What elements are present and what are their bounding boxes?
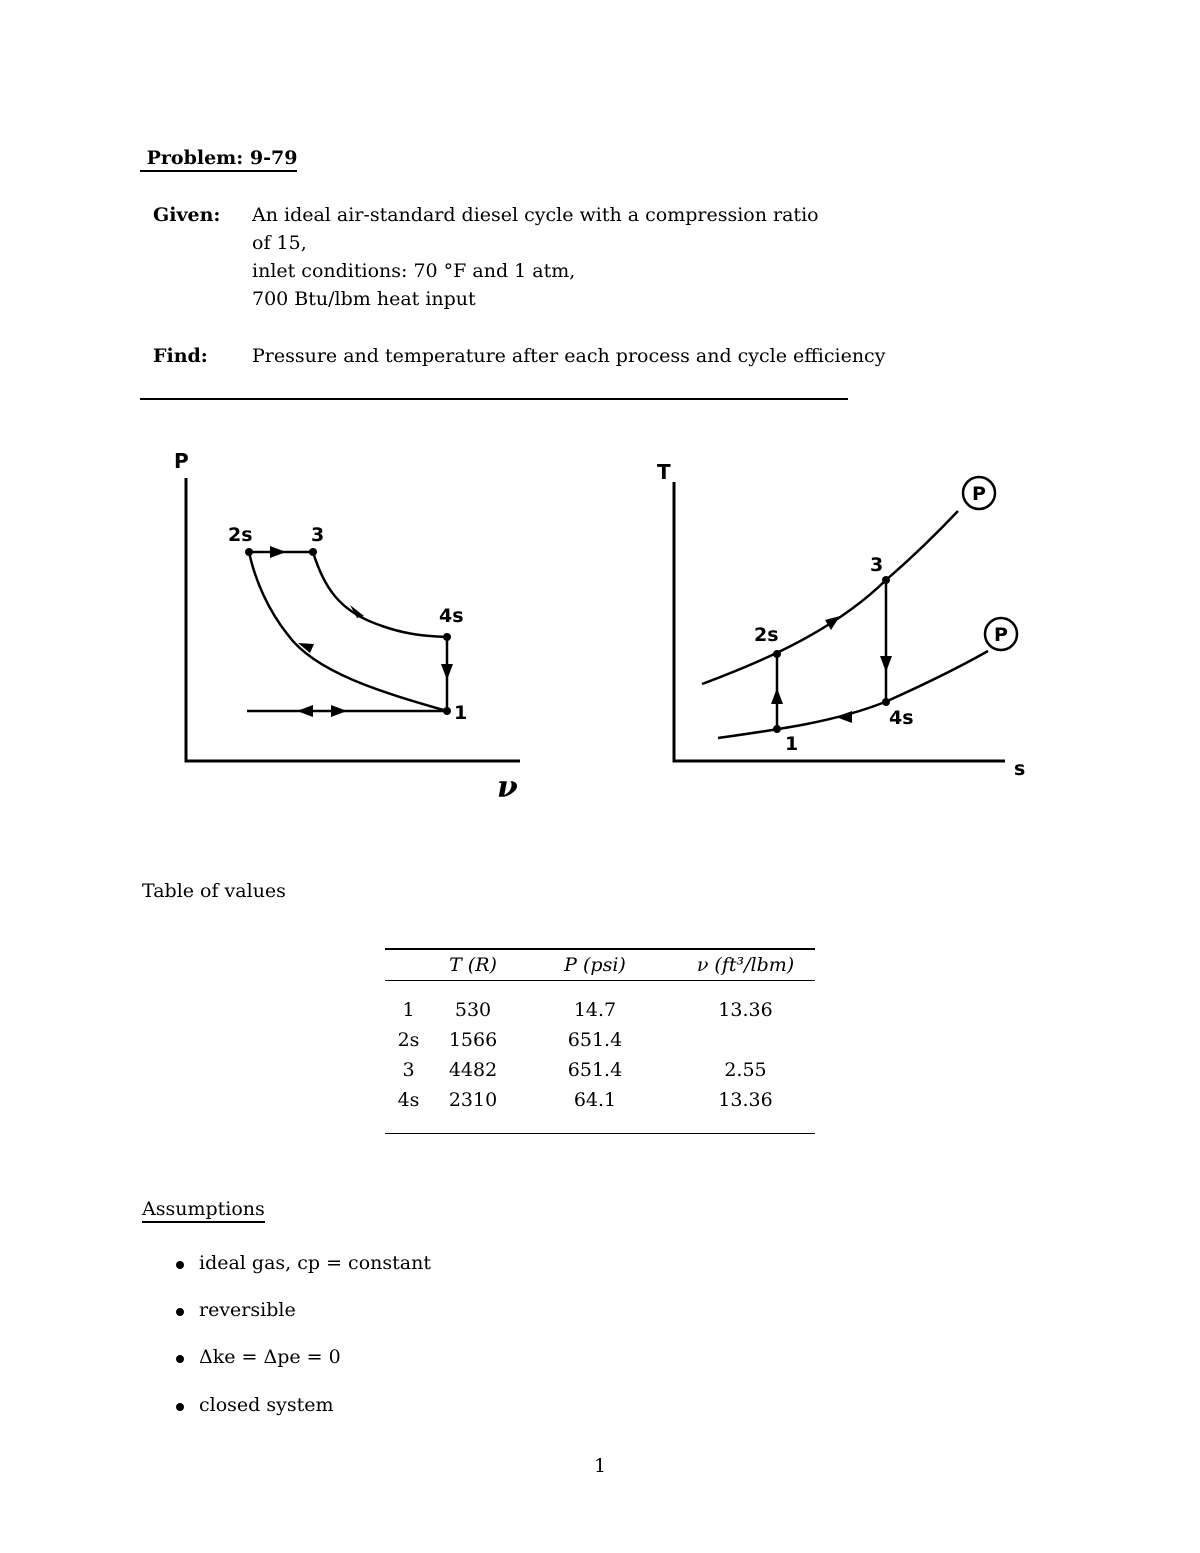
- ts-x-axis-label: s: [1014, 758, 1026, 780]
- table-cell: 14.7: [573, 999, 617, 1021]
- table-header-row: [385, 949, 815, 981]
- table-row: [385, 1085, 815, 1115]
- pv-label-3: 3: [311, 524, 325, 546]
- table-cell: 13.36: [718, 999, 773, 1021]
- table-cell: 2.55: [724, 1059, 767, 1081]
- ts-point-4s: [882, 698, 890, 706]
- assumption-item: ideal gas, cp = constant: [199, 1252, 431, 1274]
- problem-title: Problem: 9-79: [140, 147, 297, 172]
- values-table: [385, 948, 815, 1134]
- given-line-4: 700 Btu/lbm heat input: [252, 288, 476, 310]
- page-number: 1: [594, 1455, 607, 1477]
- find-label: Find:: [153, 345, 208, 367]
- ts-low-pressure-isobar: [718, 651, 988, 738]
- pv-point-1: [443, 707, 451, 715]
- assumption-item: Δke = Δpe = 0: [199, 1346, 341, 1368]
- pv-x-axis-label: ν: [497, 770, 518, 805]
- table-header: ν (ft³/lbm): [676, 949, 815, 981]
- pv-label-4s: 4s: [439, 605, 464, 627]
- ts-point-3: [882, 576, 890, 584]
- ts-arrow-expansion: [880, 656, 892, 672]
- pv-point-3: [309, 548, 317, 556]
- pv-label-1: 1: [454, 702, 468, 724]
- table-caption: Table of values: [142, 880, 286, 902]
- ts-point-1: [773, 725, 781, 733]
- table-row: [385, 1055, 815, 1085]
- bullet-icon: [176, 1261, 184, 1269]
- ts-label-4s: 4s: [889, 707, 914, 729]
- ts-high-pressure-isobar: [702, 511, 958, 684]
- pv-arrow-exhaust: [297, 705, 313, 717]
- ts-y-axis-label: T: [657, 460, 671, 484]
- table-cell: 1566: [448, 1029, 498, 1051]
- ts-arrow-compression: [771, 688, 783, 704]
- given-line-3: inlet conditions: 70 °F and 1 atm,: [252, 260, 576, 282]
- ts-axes: [674, 482, 1005, 761]
- table-header: T (R): [432, 949, 514, 981]
- table-cell: 2s: [397, 1029, 420, 1051]
- pv-arrow-intake: [331, 705, 347, 717]
- table-cell: 651.4: [567, 1059, 623, 1081]
- ts-label-3: 3: [870, 554, 884, 576]
- table-row: [385, 1025, 815, 1055]
- table-cell: 3: [402, 1059, 415, 1081]
- table-cell: 530: [454, 999, 492, 1021]
- assumptions-heading: Assumptions: [142, 1198, 265, 1223]
- pv-arrow-heat-rejection: [441, 664, 453, 680]
- ts-point-2s: [773, 650, 781, 658]
- pv-point-4s: [443, 633, 451, 641]
- table-header: [385, 949, 432, 981]
- pv-label-2s: 2s: [228, 524, 253, 546]
- ts-isobar-label-low: P: [994, 624, 1008, 646]
- ts-diagram: [640, 450, 1060, 790]
- find-text: Pressure and temperature after each process and cycle efficiency: [252, 345, 886, 367]
- pv-y-axis-label: P: [174, 449, 189, 473]
- table-header: P (psi): [514, 949, 676, 981]
- pv-diagram: [150, 440, 550, 810]
- given-line-2: of 15,: [252, 232, 307, 254]
- pv-compression-curve: [249, 552, 447, 711]
- ts-label-1: 1: [785, 733, 799, 755]
- table-cell: 64.1: [573, 1089, 617, 1111]
- pv-point-2s: [245, 548, 253, 556]
- table-cell: 4s: [397, 1089, 420, 1111]
- table-cell: 13.36: [718, 1089, 773, 1111]
- ts-arrow-heat-rejection: [836, 711, 852, 723]
- ts-label-2s: 2s: [754, 624, 779, 646]
- ts-arrow-heat-addition: [825, 616, 840, 630]
- bullet-icon: [176, 1403, 184, 1411]
- bullet-icon: [176, 1308, 184, 1316]
- table-cell: 2310: [448, 1089, 498, 1111]
- bullet-icon: [176, 1355, 184, 1363]
- pv-arrow-heat-addition: [270, 546, 286, 558]
- pv-expansion-curve: [313, 552, 447, 637]
- header-rule: [140, 398, 848, 400]
- pv-axes: [186, 478, 520, 761]
- given-label: Given:: [153, 204, 221, 226]
- table-cell: 1: [402, 999, 415, 1021]
- assumption-item: closed system: [199, 1394, 334, 1416]
- ts-isobar-label-high: P: [972, 483, 986, 505]
- table-cell: [676, 1025, 815, 1055]
- table-cell: 4482: [448, 1059, 498, 1081]
- given-line-1: An ideal air-standard diesel cycle with a compression ratio: [252, 204, 819, 226]
- assumption-item: reversible: [199, 1299, 296, 1321]
- table-row: [385, 995, 815, 1025]
- table-cell: 651.4: [567, 1029, 623, 1051]
